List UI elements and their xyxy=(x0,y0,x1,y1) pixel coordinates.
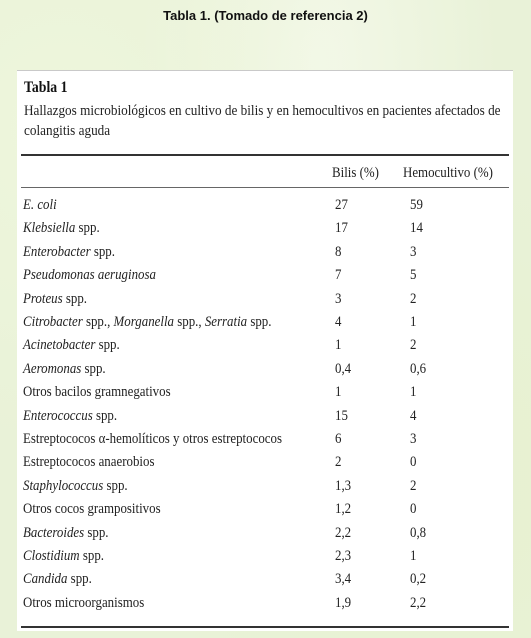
table-row xyxy=(17,571,513,594)
organism-name xyxy=(23,384,171,401)
organism-name-part: E. coli xyxy=(23,197,57,213)
hemocultivo-value: 5 xyxy=(410,267,417,284)
bilis-value: 7 xyxy=(335,267,342,284)
column-header-bilis: Bilis (%) xyxy=(332,165,379,181)
table-description: Hallazgos microbiológicos en cultivo de bilis y en hemocultivos en pacientes afectados de colangitis aguda xyxy=(24,103,501,139)
organism-name xyxy=(23,408,117,425)
table-row xyxy=(17,478,513,501)
hemocultivo-value: 1 xyxy=(410,384,417,401)
organism-name xyxy=(23,501,161,518)
bilis-value: 0,4 xyxy=(335,360,352,377)
table-row xyxy=(17,220,513,243)
bilis-value: 1 xyxy=(335,337,342,354)
hemocultivo-value: 3 xyxy=(410,431,417,447)
organism-name-part: spp. xyxy=(84,524,109,541)
hemocultivo-value: 2 xyxy=(410,477,417,494)
organism-name-part: spp. xyxy=(92,407,118,424)
organism-name-part: Estreptococos α-hemolíticos y otros estreptococos xyxy=(23,431,282,447)
organism-name xyxy=(23,478,128,495)
hemocultivo-value: 1 xyxy=(410,314,417,330)
organism-name-part: spp. xyxy=(95,337,120,354)
hemocultivo-value: 4 xyxy=(410,407,417,424)
table-row xyxy=(17,197,513,220)
organism-name-part: Pseudomonas aeruginosa xyxy=(23,267,156,284)
table-row xyxy=(17,337,513,360)
table-row xyxy=(17,431,513,454)
organism-name-part: Serratia xyxy=(204,314,248,330)
hemocultivo-value: 2 xyxy=(410,337,417,354)
table-row xyxy=(17,548,513,571)
organism-name xyxy=(23,291,87,308)
organism-name-part: spp. xyxy=(62,290,88,307)
bilis-value: 2 xyxy=(335,454,342,471)
organism-name-part: Enterococcus xyxy=(23,407,93,424)
bilis-value: 17 xyxy=(335,220,348,237)
hemocultivo-value: 0,6 xyxy=(410,360,427,377)
bilis-value: 1,9 xyxy=(335,594,352,611)
organism-name-part: Estreptococos anaerobios xyxy=(23,454,155,471)
organism-name-part: spp. xyxy=(247,314,272,330)
table-row xyxy=(17,501,513,524)
organism-name xyxy=(23,548,104,565)
table-title: Tabla 1 xyxy=(24,79,68,96)
organism-name xyxy=(23,595,144,612)
column-header-hemocultivo: Hemocultivo (%) xyxy=(403,165,493,181)
organism-name xyxy=(23,314,271,331)
table-row xyxy=(17,525,513,548)
bilis-value: 3 xyxy=(335,290,342,307)
organism-name-part: Clostidium xyxy=(23,548,80,564)
organism-name-part: spp., xyxy=(173,314,205,330)
organism-name xyxy=(23,220,100,237)
table-row xyxy=(17,361,513,384)
bilis-value: 8 xyxy=(335,243,342,260)
table-bottom-rule xyxy=(21,626,509,628)
organism-name-part: Morganella xyxy=(113,314,174,330)
organism-name-part: Klebsiella xyxy=(23,220,76,237)
organism-name xyxy=(23,267,156,284)
organism-name-part: Citrobacter xyxy=(23,314,83,330)
organism-name-part: spp. xyxy=(79,548,105,564)
hemocultivo-value: 2,2 xyxy=(410,594,427,611)
bilis-value: 4 xyxy=(335,314,342,330)
organism-name xyxy=(23,431,282,448)
table-row xyxy=(17,454,513,477)
bilis-value: 2,2 xyxy=(335,524,352,541)
organism-name-part: Staphylococcus xyxy=(23,477,104,494)
organism-name xyxy=(23,197,57,214)
organism-name-part: Aeromonas xyxy=(23,360,82,377)
hemocultivo-value: 0 xyxy=(410,501,417,518)
organism-name-part: spp. xyxy=(67,571,92,588)
organism-name-part: Otros bacilos gramnegativos xyxy=(23,384,171,401)
hemocultivo-value: 59 xyxy=(410,197,423,213)
organism-name-part: Otros microorganismos xyxy=(23,594,145,611)
hemocultivo-value: 0,2 xyxy=(410,571,427,588)
hemocultivo-value: 2 xyxy=(410,290,417,307)
hemocultivo-value: 1 xyxy=(410,548,417,564)
organism-name-part: spp. xyxy=(103,477,128,494)
table-row xyxy=(17,244,513,267)
table-header-rule xyxy=(21,187,509,188)
organism-name-part: Proteus xyxy=(23,290,63,307)
table-row xyxy=(17,267,513,290)
organism-name xyxy=(23,454,154,471)
bilis-value: 1 xyxy=(335,384,342,401)
organism-name-part: Bacteroides xyxy=(23,524,85,541)
hemocultivo-value: 0,8 xyxy=(410,524,427,541)
organism-name-part: spp., xyxy=(82,314,114,330)
bilis-value: 3,4 xyxy=(335,571,352,588)
organism-name-part: Candida xyxy=(23,571,68,588)
table-row xyxy=(17,595,513,618)
organism-name xyxy=(23,337,120,354)
figure-caption: Tabla 1. (Tomado de referencia 2) xyxy=(163,8,368,23)
table-top-rule xyxy=(21,154,509,156)
organism-name-part: Enterobacter xyxy=(23,243,91,260)
organism-name-part: spp. xyxy=(81,360,106,377)
bilis-value: 6 xyxy=(335,431,342,447)
organism-name xyxy=(23,525,109,542)
organism-name xyxy=(23,244,115,261)
table-row xyxy=(17,384,513,407)
organism-name-part: spp. xyxy=(90,243,115,260)
organism-name-part: Acinetobacter xyxy=(23,337,96,354)
hemocultivo-value: 14 xyxy=(410,220,423,237)
table-row xyxy=(17,408,513,431)
bilis-value: 1,2 xyxy=(335,501,352,518)
bilis-value: 2,3 xyxy=(335,548,352,564)
hemocultivo-value: 3 xyxy=(410,243,417,260)
organism-name-part: spp. xyxy=(75,220,100,237)
bilis-value: 1,3 xyxy=(335,477,352,494)
organism-name xyxy=(23,571,92,588)
hemocultivo-value: 0 xyxy=(410,454,417,471)
table-row xyxy=(17,314,513,337)
organism-name-part: Otros cocos grampositivos xyxy=(23,501,161,518)
table-card xyxy=(17,70,513,631)
organism-name xyxy=(23,361,106,378)
table-row xyxy=(17,291,513,314)
bilis-value: 27 xyxy=(335,197,348,213)
bilis-value: 15 xyxy=(335,407,348,424)
